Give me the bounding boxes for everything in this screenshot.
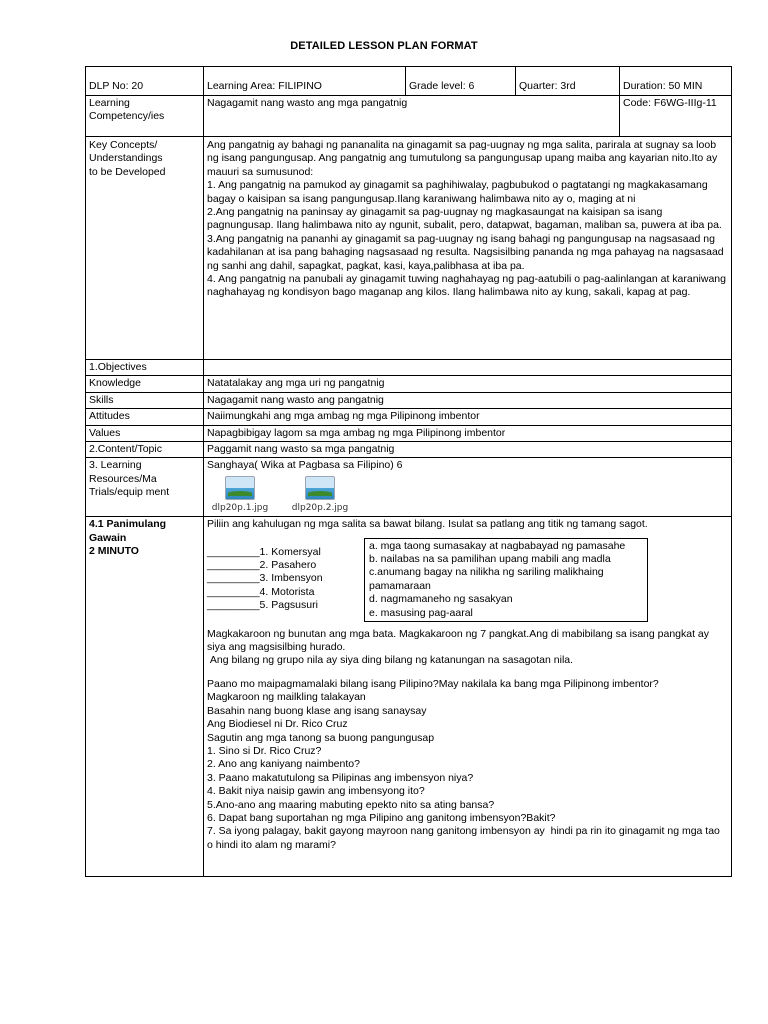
image-file-icon <box>225 476 255 500</box>
matching-choice: b. nailabas na sa pamilihan upang mabili ang madla <box>369 553 611 566</box>
discussion-block <box>207 678 728 852</box>
resources-row <box>86 458 732 517</box>
attachment-filename: dlp20p.2.jpg <box>291 502 349 513</box>
content-value: Paggamit nang wasto sa mga pangatnig <box>204 442 732 458</box>
objectives-heading: 1.Objectives <box>86 360 204 376</box>
lesson-plan-table <box>85 66 732 877</box>
objective-value: Napagbibigay lagom sa mga ambag ng mga Pilipinong imbentor <box>204 425 732 441</box>
question: 7. Sa iyong palagay, bakit gayong mayroon nang ganitong imbensyon ay hindi pa rin ito ginagamit ng mga tao o hindi ito alam ng marami? <box>207 825 723 851</box>
competency-code: Code: F6WG-IIIg-11 <box>620 96 732 137</box>
key-concepts-body <box>204 137 732 360</box>
question: 2. Ano ang kaniyang naimbento? <box>207 758 360 771</box>
activity-body <box>204 517 732 877</box>
matching-item: _________5. Pagsusuri <box>207 599 318 612</box>
matching-item: _________3. Imbensyon <box>207 572 323 585</box>
question: 5.Ano-ano ang maaring mabuting epekto nito sa ating bansa? <box>207 798 495 811</box>
key-concepts-row <box>86 137 732 360</box>
key-concepts-paragraph: 4. Ang pangatnig na panubali ay ginagamit tuwing naghahayag ng pag-aatubili o pag-aalinlangan at karaniwang naghahayag ng kondisyon bago maganap ang kilos. Ilang halimbawa nito ay kung, sakali, kapag at pag. <box>207 273 726 299</box>
discussion-line: Magkaroon ng mailkling talakayan <box>207 691 366 704</box>
activity-label <box>86 517 204 877</box>
matching-item: _________1. Komersyal <box>207 545 321 558</box>
activity-label-line: Gawain <box>89 531 127 544</box>
objective-row <box>86 376 732 392</box>
question: 1. Sino si Dr. Rico Cruz? <box>207 744 322 757</box>
resources-body <box>204 458 732 517</box>
grade-level: Grade level: 6 <box>406 67 516 96</box>
matching-choices-box <box>364 538 648 622</box>
discussion-line: Paano mo maipagmamalaki bilang isang Pilipino?May nakilala ka bang mga Pilipinong imbentor? <box>207 677 659 690</box>
activity-row <box>86 517 732 877</box>
discussion-line: Ang Biodiesel ni Dr. Rico Cruz <box>207 718 348 731</box>
attachment-2[interactable] <box>293 476 347 515</box>
question: 6. Dapat bang suportahan ng mga Pilipino ang ganitong imbensyon?Bakit? <box>207 811 556 824</box>
competency-label: Learning Competency/ies <box>86 96 204 137</box>
activity-label-line: 2 MINUTO <box>89 545 139 558</box>
content-row <box>86 442 732 458</box>
matching-items <box>207 546 323 613</box>
attachment-filename: dlp20p.1.jpg <box>211 502 269 513</box>
objective-label: Skills <box>86 392 204 408</box>
key-concepts-paragraph: Ang pangatnig ay bahagi ng pananalita na ginagamit sa pag-uugnay ng mga salita, parirala at sugnay sa loob ng isang pangungusap. Ang pangatnig ang tumutulong sa pangungusap upang maiba ang kayarian nito.Ito ay mauuri sa sumusunod: <box>207 139 718 178</box>
group-instructions <box>207 628 728 668</box>
question: 3. Paano makatutulong sa Pilipinas ang imbensyon niya? <box>207 771 474 784</box>
resources-label-text: 3. Learning Resources/Ma Trials/equip ment <box>89 459 170 499</box>
competency-value: Nagagamit nang wasto ang mga pangatnig <box>204 96 620 137</box>
discussion-line: Basahin nang buong klase ang isang sanaysay <box>207 704 427 717</box>
header-row <box>86 67 732 96</box>
resources-value: Sanghaya( Wika at Pagbasa sa Filipino) 6 <box>207 459 403 472</box>
activity-label-line: 4.1 Panimulang <box>89 518 167 531</box>
discussion-line: Sagutin ang mga tanong sa buong pangungusap <box>207 731 435 744</box>
objectives-heading-empty <box>204 360 732 376</box>
group-line: Ang bilang ng grupo nila ay siya ding bilang ng katanungan na sasagotan nila. <box>207 654 574 667</box>
objective-row <box>86 409 732 425</box>
objective-label: Values <box>86 425 204 441</box>
group-line: Magkakaroon ng bunutan ang mga bata. Magkakaroon ng 7 pangkat.Ang di mabibilang sa isang pangkat ay siya ang magsisilbing hurado. <box>207 627 710 654</box>
content-label: 2.Content/Topic <box>86 442 204 458</box>
resources-label <box>86 458 204 517</box>
objectives-heading-row <box>86 360 732 376</box>
activity-instruction: Piliin ang kahulugan ng mga salita sa bawat bilang. Isulat sa patlang ang titik ng tamang sagot. <box>207 518 648 531</box>
dlp-number: DLP No: 20 <box>86 67 204 96</box>
matching-choice: e. masusing pag-aaral <box>369 606 473 619</box>
objective-row <box>86 425 732 441</box>
key-concepts-paragraph: 2.Ang pangatnig na paninsay ay ginagamit sa pag-uugnay ng magkasaungat na kaisipan sa isang pagnungusap. Ilang halimbawa nito ay ngunit, subalit, pero, datapwat, bagaman, maliban sa, puwera at iba pa. <box>207 206 722 232</box>
matching-exercise <box>207 538 728 622</box>
key-concepts-paragraph: 1. Ang pangatnig na pamukod ay ginagamit sa paghihiwalay, pagbubukod o pagtatangi ng magkakasamang bagay o kaisipan sa isang pangungusap.Ilang karaniwang halimbawa nito ay o, maging at ni <box>207 179 708 205</box>
competency-row <box>86 96 732 137</box>
objective-value: Nagagamit nang wasto ang pangatnig <box>204 392 732 408</box>
page-title: DETAILED LESSON PLAN FORMAT <box>290 40 478 52</box>
learning-area: Learning Area: FILIPINO <box>204 67 406 96</box>
objective-value: Natatalakay ang mga uri ng pangatnig <box>204 376 732 392</box>
image-file-icon <box>305 476 335 500</box>
quarter: Quarter: 3rd <box>516 67 620 96</box>
key-concepts-paragraph: 3.Ang pangatnig na pananhi ay ginagamit sa pag-uugnay ng isang bahagi ng pangungusap na nagsasaad ng kadahilanan at isa pang bahaging nagsasaad ng resulta. Nagsisilbing pananda ng mga pahayag na nagsasaad ng sanhi ang dahil, sapagkat, pagkat, kasi, kaya,palibhasa at iba pa. <box>207 232 724 272</box>
matching-choice: c.anumang bagay na nilikha ng sariling malikhaing pamamaraan <box>369 566 604 592</box>
matching-choice: a. mga taong sumasakay at nagbabayad ng pamasahe <box>369 539 626 552</box>
objective-value: Naiimungkahi ang mga ambag ng mga Pilipinong imbentor <box>204 409 732 425</box>
matching-item: _________2. Pasahero <box>207 559 317 572</box>
attachment-1[interactable] <box>213 476 267 515</box>
objective-label: Attitudes <box>86 409 204 425</box>
matching-choice: d. nagmamaneho ng sasakyan <box>369 593 513 606</box>
key-concepts-label-text: Key Concepts/ Understandings to be Developed <box>89 139 166 178</box>
objective-label: Knowledge <box>86 376 204 392</box>
attachments <box>207 476 728 515</box>
objective-row <box>86 392 732 408</box>
matching-item: _________4. Motorista <box>207 585 315 598</box>
duration: Duration: 50 MIN <box>620 67 732 96</box>
key-concepts-label <box>86 137 204 360</box>
question: 4. Bakit niya naisip gawin ang imbensyong ito? <box>207 785 425 798</box>
